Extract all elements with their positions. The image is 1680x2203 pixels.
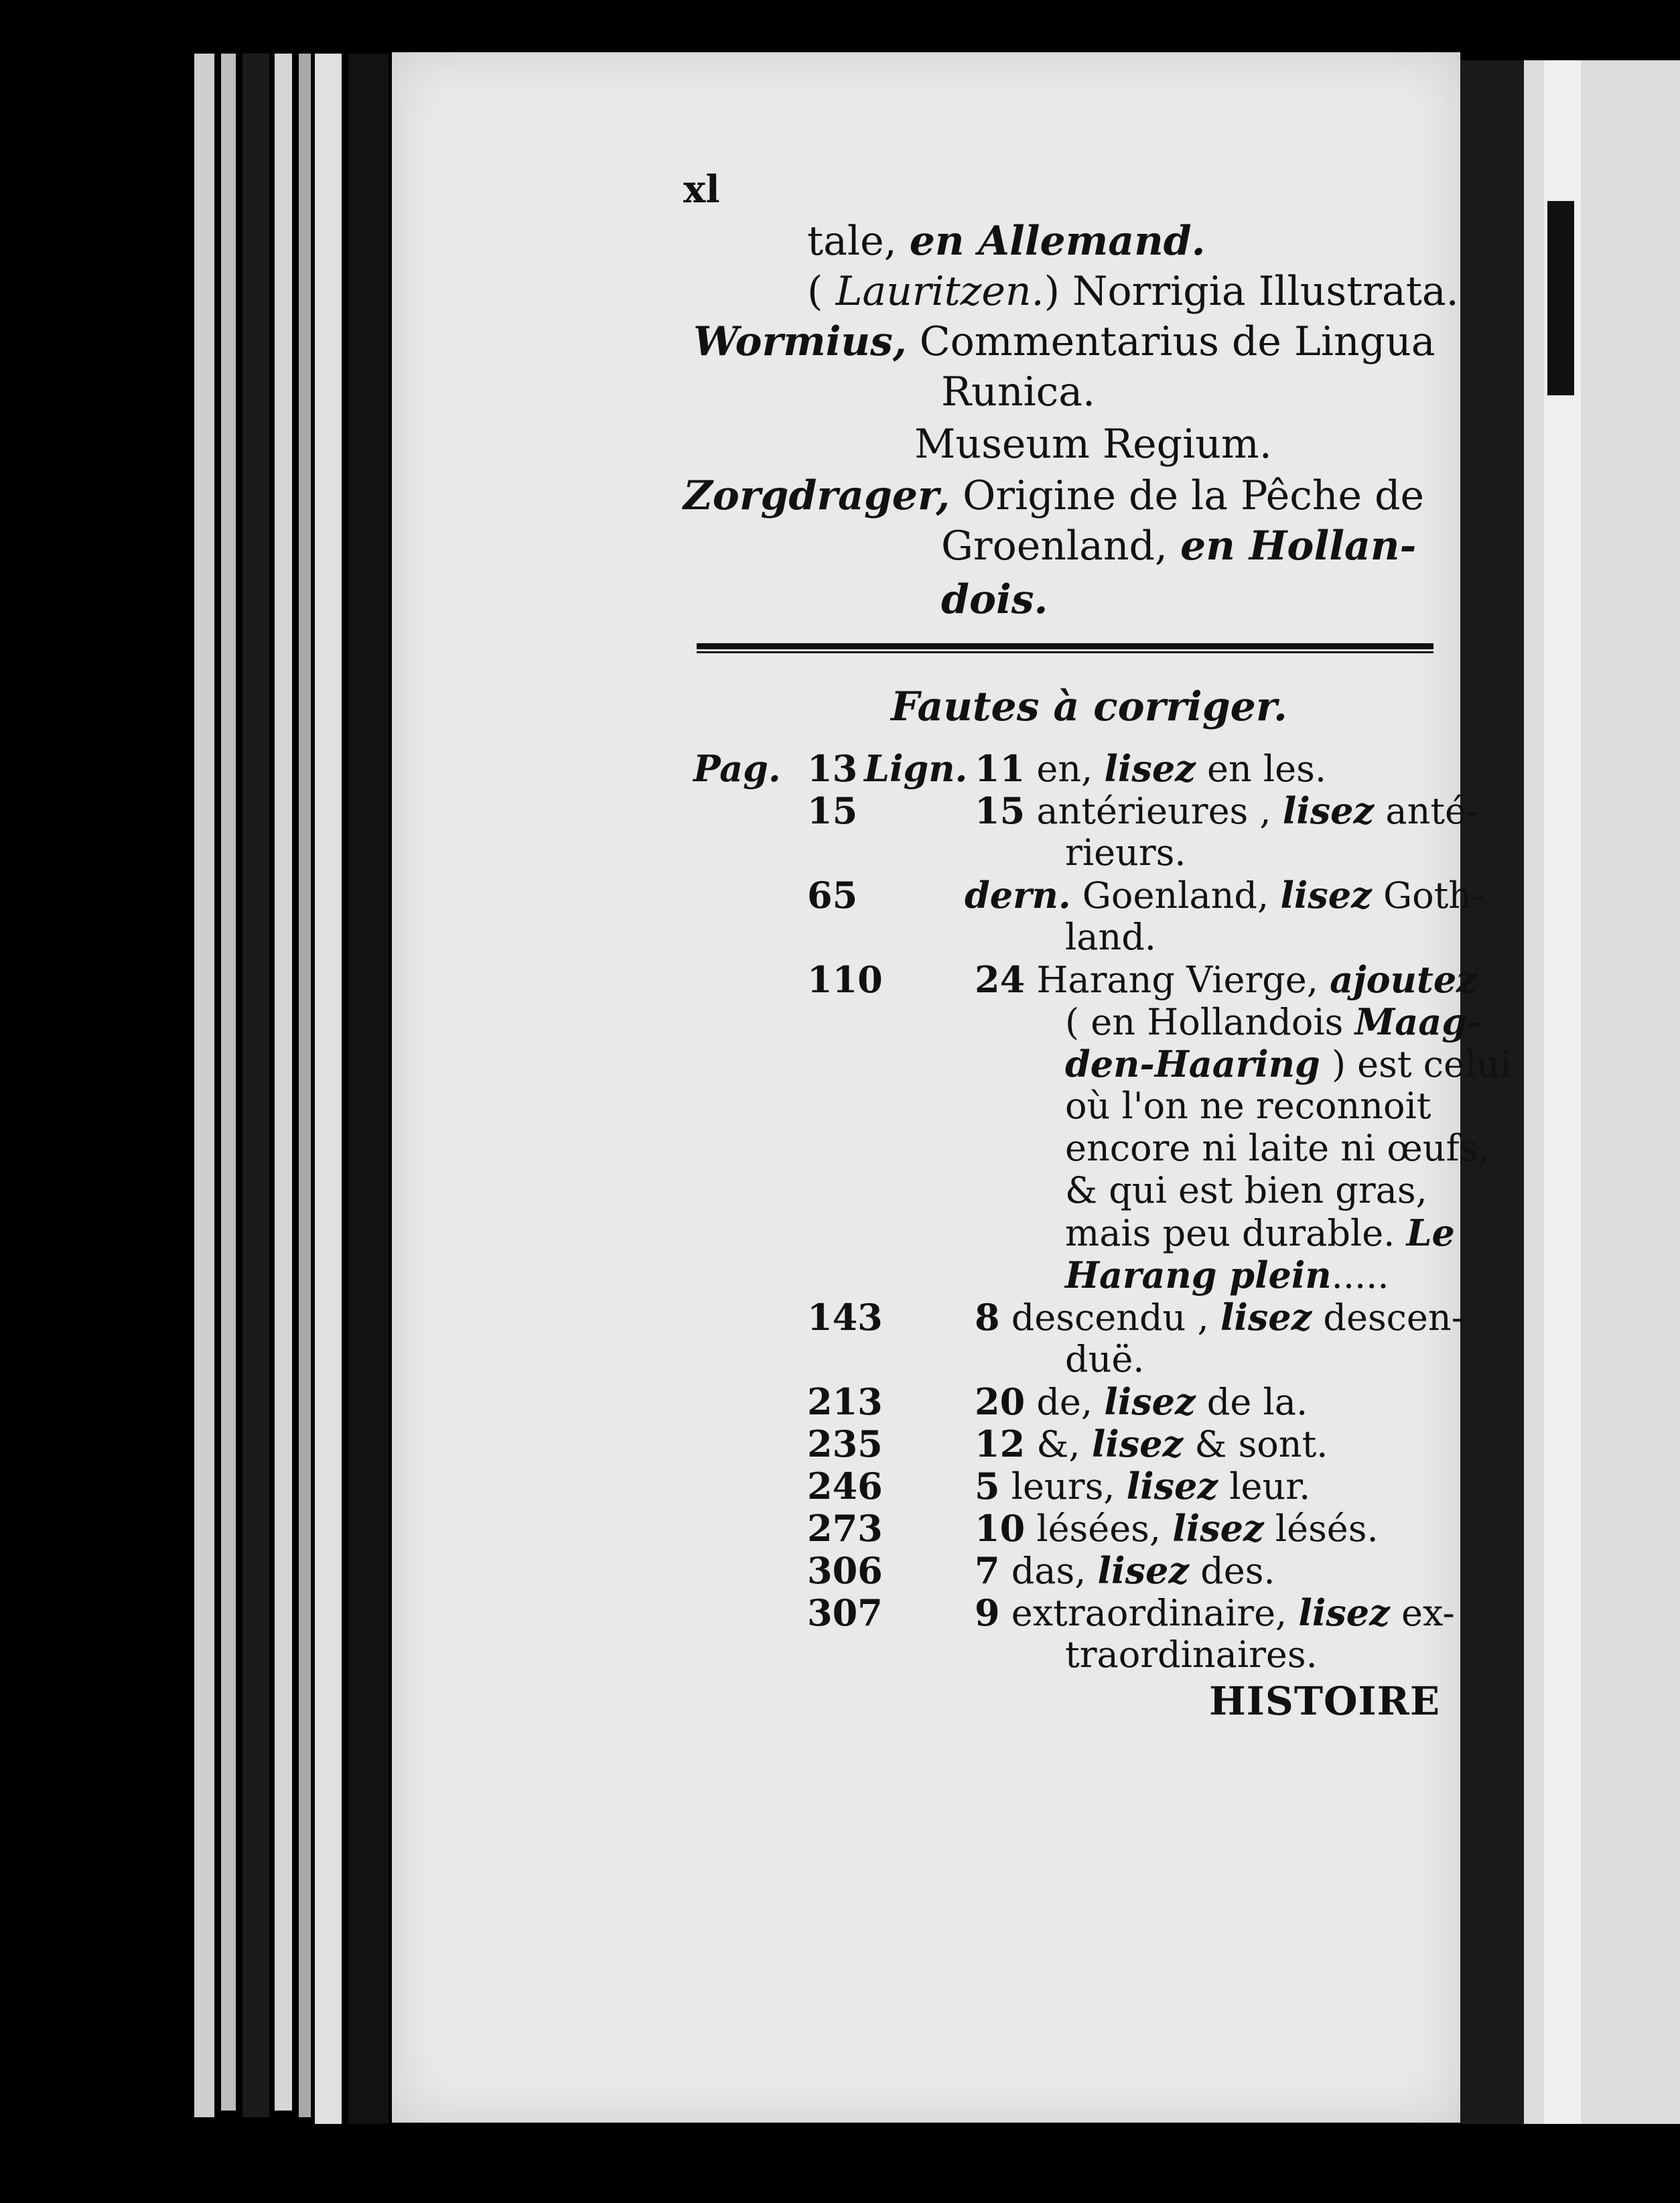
errata-instruction: lisez: [1091, 1422, 1184, 1465]
bibliography-line: Museum Regium.: [914, 421, 1272, 468]
errata-error-text: leurs,: [999, 1465, 1127, 1508]
errata-continuation-text: où l'on ne reconnoit: [1065, 1085, 1431, 1127]
errata-continuation: [1065, 831, 1186, 874]
facing-page: [1524, 60, 1680, 2124]
errata-line-number: 8: [975, 1296, 1000, 1339]
errata-line-number: 20: [975, 1380, 1026, 1423]
errata-instruction: lisez: [1172, 1507, 1264, 1550]
errata-page-number: 110: [807, 958, 883, 1001]
book-edge: [242, 54, 269, 2117]
errata-entry: [975, 1296, 1464, 1339]
errata-instruction: ajoutez: [1330, 958, 1477, 1001]
errata-continuation-text: land.: [1065, 916, 1156, 958]
errata-line-number: 7: [975, 1549, 1000, 1592]
bibliography-line: Groenland, en Hollan-: [941, 523, 1417, 570]
errata-correction-text: Goth-: [1371, 874, 1484, 917]
errata-continuation: [1065, 916, 1156, 958]
errata-continuation: [1065, 1043, 1512, 1085]
errata-heading: Fautes à corriger.: [891, 683, 1287, 730]
errata-entry: [975, 1465, 1311, 1508]
errata-continuation: [1065, 1000, 1482, 1043]
errata-correction-text: anté-: [1374, 790, 1479, 832]
errata-continuation-text: mais peu durable.: [1065, 1212, 1407, 1254]
errata-correction-text: lésés.: [1263, 1508, 1379, 1550]
errata-continuation: [1065, 1085, 1431, 1127]
errata-entry: [965, 874, 1484, 917]
errata-instruction: lisez: [1280, 874, 1372, 917]
errata-error-text: antérieures ,: [1025, 790, 1283, 832]
errata-instruction: lisez: [1220, 1296, 1312, 1339]
errata-error-text: das,: [999, 1550, 1098, 1592]
section-divider: [697, 643, 1433, 649]
errata-instruction: lisez: [1298, 1591, 1390, 1634]
errata-page-number: 273: [807, 1507, 883, 1550]
errata-entry: [975, 1507, 1379, 1550]
errata-correction-text: descen-: [1312, 1296, 1464, 1339]
errata-page-number: 15: [807, 789, 858, 832]
errata-entry: [975, 1422, 1328, 1465]
bibliography-line: ( Lauritzen.) Norrigia Illustrata.: [807, 268, 1459, 315]
errata-error-text: extraordinaire,: [999, 1592, 1299, 1634]
errata-correction-text: de la.: [1195, 1381, 1308, 1423]
errata-line-number: 12: [975, 1422, 1026, 1465]
errata-entry: [975, 958, 1477, 1001]
errata-line-label: Lign.: [864, 747, 968, 790]
book-edge: [348, 54, 389, 2124]
errata-error-text: en,: [1025, 748, 1105, 790]
errata-page-number: 246: [807, 1465, 883, 1508]
errata-page-number: 235: [807, 1422, 883, 1465]
errata-page-label: Pag.: [693, 747, 781, 790]
errata-instruction: lisez: [1282, 789, 1375, 832]
errata-page-number: 307: [807, 1591, 883, 1634]
errata-continuation-text: traordinaires.: [1065, 1633, 1318, 1676]
errata-line-number: 10: [975, 1507, 1026, 1550]
bibliography-line: Runica.: [941, 369, 1096, 415]
errata-correction-text: ex-: [1389, 1592, 1455, 1634]
errata-line-number: 11: [975, 747, 1026, 790]
book-edge: [221, 54, 236, 2111]
errata-error-text: descendu ,: [999, 1296, 1220, 1339]
errata-continuation: [1065, 1127, 1490, 1169]
errata-instruction: lisez: [1126, 1465, 1218, 1508]
errata-line-number: 5: [975, 1465, 1000, 1508]
errata-line-number: 9: [975, 1591, 1000, 1634]
errata-line-number: 15: [975, 789, 1026, 832]
errata-correction-text: des.: [1189, 1550, 1275, 1592]
errata-entry: [975, 1549, 1275, 1592]
bibliography-line: Wormius, Commentarius de Lingua: [693, 318, 1436, 365]
errata-instruction: lisez: [1104, 1380, 1196, 1423]
book-gutter: [1460, 60, 1524, 2124]
errata-continuation-text: rieurs.: [1065, 831, 1186, 874]
errata-entry: [975, 1591, 1455, 1634]
errata-continuation-italic: Maag-: [1354, 1000, 1482, 1043]
errata-continuation-italic: Harang plein: [1065, 1254, 1332, 1296]
errata-continuation-text: .....: [1331, 1254, 1389, 1296]
book-edge: [299, 54, 311, 2117]
errata-error-text: &,: [1025, 1423, 1092, 1465]
catchword: HISTOIRE: [1209, 1678, 1441, 1724]
bibliography-line: Zorgdrager, Origine de la Pêche de: [683, 472, 1424, 519]
errata-continuation-text: & qui est bien gras,: [1065, 1169, 1427, 1211]
errata-page-number: 213: [807, 1380, 883, 1423]
errata-correction-text: leur.: [1218, 1465, 1311, 1508]
errata-error-text: de,: [1025, 1381, 1105, 1423]
errata-page-number: 143: [807, 1296, 883, 1339]
bibliography-line: tale, en Allemand.: [807, 218, 1206, 265]
errata-continuation-italic: Le: [1406, 1211, 1455, 1254]
bibliography-line: dois.: [941, 576, 1048, 623]
errata-continuation-text: ) est celui: [1320, 1043, 1512, 1085]
errata-line-number: 24: [975, 958, 1026, 1001]
errata-entry: [975, 789, 1479, 832]
page-number: xl: [683, 168, 720, 212]
errata-continuation: [1065, 1633, 1318, 1676]
section-divider: [697, 651, 1433, 653]
book-edge: [275, 54, 292, 2111]
errata-error-text: Harang Vierge,: [1025, 959, 1330, 1001]
errata-page-number: 13: [807, 747, 858, 790]
errata-continuation-text: encore ni laite ni œufs,: [1065, 1127, 1490, 1169]
errata-page-number: 306: [807, 1549, 883, 1592]
book-edge: [194, 54, 214, 2117]
errata-entry: [975, 1380, 1308, 1423]
errata-continuation: [1065, 1211, 1455, 1254]
errata-continuation: [1065, 1254, 1389, 1296]
errata-correction-text: & sont.: [1183, 1423, 1328, 1465]
errata-continuation: [1065, 1338, 1145, 1380]
errata-instruction: lisez: [1104, 747, 1196, 790]
errata-instruction: lisez: [1097, 1549, 1189, 1592]
errata-line-number: dern.: [965, 874, 1071, 917]
errata-error-text: lésées,: [1025, 1508, 1173, 1550]
errata-page-number: 65: [807, 874, 858, 917]
errata-entry: [975, 747, 1327, 790]
errata-continuation-text: duë.: [1065, 1338, 1145, 1380]
book-edge: [315, 54, 342, 2124]
errata-continuation-text: ( en Hollandois: [1065, 1001, 1355, 1043]
errata-error-text: Goenland,: [1070, 874, 1281, 917]
errata-continuation: [1065, 1169, 1427, 1211]
errata-correction-text: en les.: [1195, 748, 1327, 790]
errata-continuation-italic: den-Haaring: [1065, 1043, 1320, 1085]
